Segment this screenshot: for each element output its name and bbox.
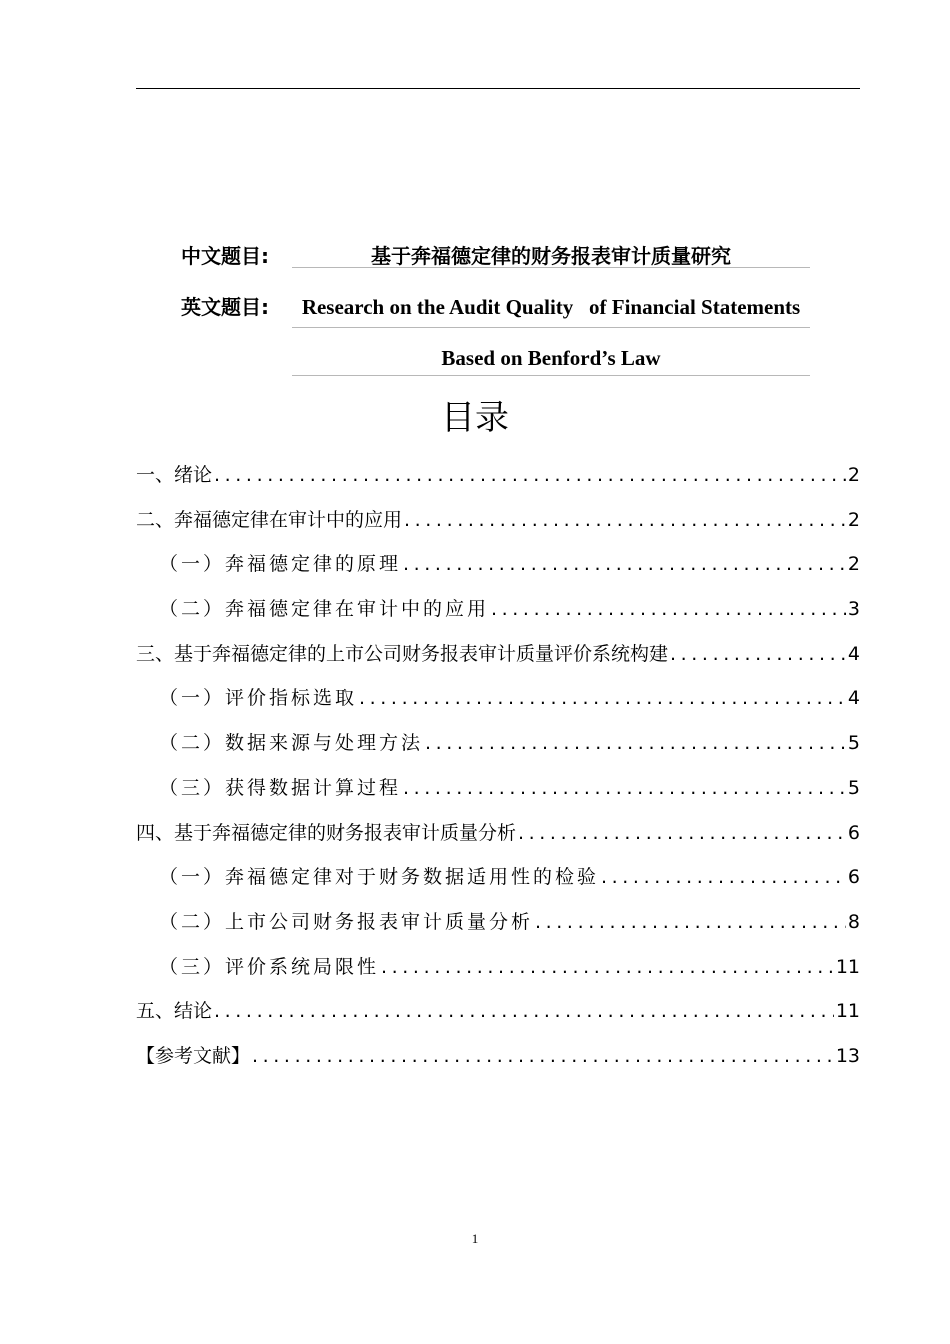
toc-entry[interactable]: [136, 1043, 860, 1088]
toc-entry-page: 11: [835, 1000, 860, 1023]
toc-entry[interactable]: [136, 998, 860, 1043]
toc-dot-leader: [403, 775, 846, 801]
toc-entry-page: 11: [835, 955, 860, 978]
toc-entry-page: 2: [847, 508, 860, 531]
toc-entry-title: 五、结论: [136, 1000, 213, 1023]
chinese-title-label: 中文题目:: [181, 244, 269, 268]
toc-entry-title: 二、奔福德定律在审计中的应用: [136, 508, 403, 531]
toc-entry[interactable]: [136, 507, 860, 552]
toc-dot-leader: [252, 1043, 834, 1069]
toc-entry-title: （一）奔福德定律的原理: [159, 553, 402, 576]
toc-dot-leader: [214, 462, 846, 488]
toc-dot-leader: [535, 909, 846, 935]
toc-entry-page: 2: [847, 464, 860, 486]
toc-entry-page: 6: [847, 866, 860, 889]
toc-entry[interactable]: [136, 864, 860, 909]
toc-entry-page: 6: [847, 821, 860, 844]
toc-entry[interactable]: [136, 954, 860, 999]
toc-dot-leader: [381, 954, 834, 980]
english-title-line-2: Based on Benford’s Law: [292, 345, 810, 376]
toc-dot-leader: [601, 864, 846, 890]
toc-entry[interactable]: [136, 596, 860, 641]
toc-entry-title: （二）数据来源与处理方法: [159, 732, 424, 755]
toc-entry-page: 4: [847, 687, 860, 710]
page-number: 1: [471, 1231, 479, 1246]
toc-entry-page: 4: [847, 642, 860, 665]
toc-entry-title: （三）评价系统局限性: [159, 955, 380, 978]
toc-entry-page: 8: [847, 910, 860, 933]
toc-dot-leader: [403, 551, 846, 577]
toc-entry-title: 一、绪论: [136, 464, 213, 486]
header-rule: [136, 88, 860, 89]
toc-entry-page: 2: [847, 553, 860, 576]
toc-entry-title: 三、基于奔福德定律的上市公司财务报表审计质量评价系统构建: [136, 642, 669, 665]
toc-heading: 目录: [441, 398, 509, 438]
chinese-title: 基于奔福德定律的财务报表审计质量研究: [292, 243, 810, 268]
toc-entry-page: 5: [847, 776, 860, 799]
toc-entry-title: （三）获得数据计算过程: [159, 776, 402, 799]
toc-entry-page: 13: [835, 1044, 860, 1067]
toc-entry-page: 5: [847, 732, 860, 755]
toc-entry-title: 四、基于奔福德定律的财务报表审计质量分析: [136, 821, 517, 844]
toc-entry[interactable]: [136, 909, 860, 954]
toc-entry-title: （一）奔福德定律对于财务数据适用性的检验: [159, 866, 600, 889]
toc-entry[interactable]: [136, 551, 860, 596]
toc-entry-page: 3: [847, 598, 860, 621]
toc-dot-leader: [518, 820, 846, 846]
toc-entry-title: 【参考文献】: [136, 1044, 251, 1067]
toc-entry-title: （二）上市公司财务报表审计质量分析: [159, 910, 534, 933]
english-title-label: 英文题目:: [181, 295, 269, 319]
toc-entry-title: （一）评价指标选取: [159, 687, 358, 710]
english-title-line-1: Research on the Audit Quality of Financial Statements: [292, 294, 810, 328]
toc-entry[interactable]: [136, 775, 860, 820]
toc-entry[interactable]: [136, 820, 860, 865]
toc-dot-leader: [491, 596, 846, 622]
toc-dot-leader: [214, 998, 834, 1024]
toc-dot-leader: [670, 641, 846, 667]
toc-dot-leader: [404, 507, 846, 533]
toc-entry[interactable]: [136, 685, 860, 730]
toc-entry[interactable]: [136, 641, 860, 686]
toc-entry-title: （二）奔福德定律在审计中的应用: [159, 598, 490, 621]
toc-dot-leader: [359, 685, 846, 711]
toc-entry[interactable]: [136, 730, 860, 775]
toc-dot-leader: [425, 730, 846, 756]
toc-entry[interactable]: [136, 462, 860, 507]
table-of-contents: [136, 462, 860, 1088]
